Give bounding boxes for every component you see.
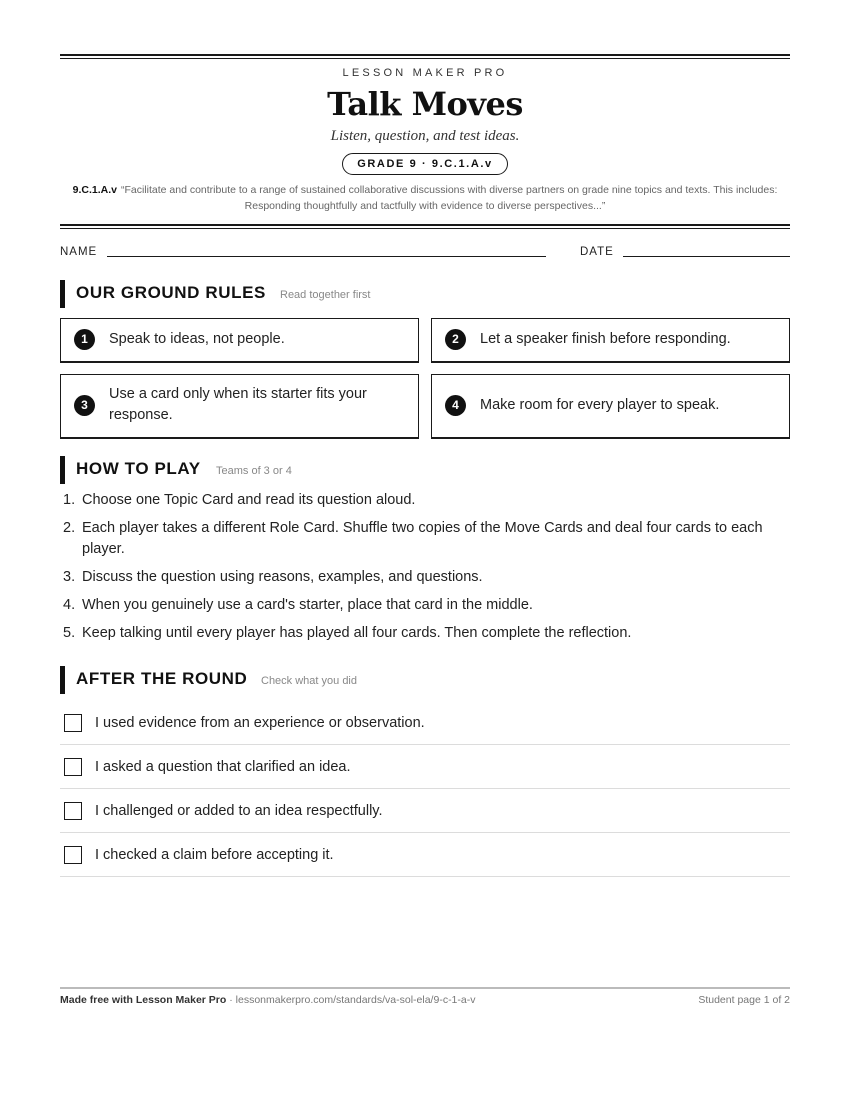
section-note: Check what you did <box>261 675 357 687</box>
checklist-text: I used evidence from an experience or observation. <box>95 715 425 731</box>
checklist-row[interactable] <box>60 701 790 745</box>
checklist-row[interactable] <box>60 833 790 877</box>
section-note: Teams of 3 or 4 <box>216 465 292 477</box>
step-number: 5. <box>63 625 76 641</box>
checkbox[interactable] <box>64 758 82 776</box>
step-number: 2. <box>63 520 76 536</box>
rule-text: Make room for every player to speak. <box>480 397 720 413</box>
step-number: 1. <box>63 492 76 508</box>
ground-rule-card <box>60 318 419 363</box>
step-number: 4. <box>63 597 76 613</box>
checklist-text: I challenged or added to an idea respectfully. <box>95 803 383 819</box>
footer-made-with: Made free with Lesson Maker Pro <box>60 994 227 1006</box>
step-text: When you genuinely use a card's starter, place that card in the middle. <box>82 597 533 613</box>
standard-text: “Facilitate and contribute to a range of sustained collaborative discussions with diverse partners on grade nine topics and texts. This includes: Responding thoughtfully and tactfully with evidence to diverse perspectives...” <box>120 184 778 212</box>
section-marker <box>60 456 65 484</box>
checklist-text: I checked a claim before accepting it. <box>95 847 334 863</box>
rule-number-badge: 2 <box>445 329 466 350</box>
section-title: AFTER THE ROUND <box>76 669 248 688</box>
name-field-line[interactable] <box>107 256 546 257</box>
list-item <box>60 595 790 616</box>
rule-text: Speak to ideas, not people. <box>109 331 285 347</box>
grade-badge-wrap <box>60 153 790 175</box>
step-text: Choose one Topic Card and read its question aloud. <box>82 492 416 508</box>
checkbox[interactable] <box>64 846 82 864</box>
rule-number-badge: 3 <box>74 395 95 416</box>
header-bottom-double-rule <box>60 224 790 229</box>
footer-credit <box>60 994 475 1006</box>
section-title: OUR GROUND RULES <box>76 283 266 302</box>
name-label: NAME <box>60 246 98 258</box>
ground-rule-card <box>431 374 790 439</box>
step-text: Keep talking until every player has played all four cards. Then complete the reflection. <box>82 625 632 641</box>
date-field-line[interactable] <box>623 256 790 257</box>
standard-description <box>60 182 790 214</box>
step-text: Each player takes a different Role Card. Shuffle two copies of the Move Cards and deal four cards to each player. <box>82 520 763 557</box>
rule-number-badge: 1 <box>74 329 95 350</box>
how-to-play-steps <box>60 490 790 651</box>
ground-rule-card <box>60 374 419 439</box>
list-item <box>60 567 790 588</box>
date-label: DATE <box>580 246 614 258</box>
page-title: Talk Moves <box>327 85 523 123</box>
after-round-heading <box>60 666 790 694</box>
list-item <box>60 490 790 511</box>
checkbox[interactable] <box>64 714 82 732</box>
step-text: Discuss the question using reasons, examples, and questions. <box>82 569 483 585</box>
worksheet-page <box>60 0 790 1100</box>
ground-rule-card <box>431 318 790 363</box>
footer-rule <box>60 987 790 989</box>
section-note: Read together first <box>280 289 371 301</box>
checklist-text: I asked a question that clarified an idea. <box>95 759 351 775</box>
how-to-play-heading <box>60 456 790 484</box>
list-item <box>60 518 790 560</box>
section-title: HOW TO PLAY <box>76 459 201 478</box>
step-number: 3. <box>63 569 76 585</box>
brand-name: LESSON MAKER PRO <box>342 67 508 79</box>
footer-url[interactable]: · lessonmakerpro.com/standards/va-sol-ela/9-c-1-a-v <box>226 994 476 1006</box>
ground-rules-heading <box>60 280 790 308</box>
checkbox[interactable] <box>64 802 82 820</box>
footer-page-number: Student page 1 of 2 <box>698 994 790 1006</box>
checklist-row[interactable] <box>60 745 790 789</box>
rule-number-badge: 4 <box>445 395 466 416</box>
grade-badge: GRADE 9 · 9.C.1.A.v <box>342 153 508 175</box>
top-double-rule <box>60 54 790 59</box>
checklist-row[interactable] <box>60 789 790 833</box>
page-subtitle: Listen, question, and test ideas. <box>330 128 520 144</box>
section-marker <box>60 666 65 694</box>
section-marker <box>60 280 65 308</box>
rule-text: Use a card only when its starter fits your response. <box>109 386 367 423</box>
list-item <box>60 623 790 644</box>
rule-text: Let a speaker finish before responding. <box>480 331 731 347</box>
standard-code: 9.C.1.A.v <box>72 184 117 196</box>
